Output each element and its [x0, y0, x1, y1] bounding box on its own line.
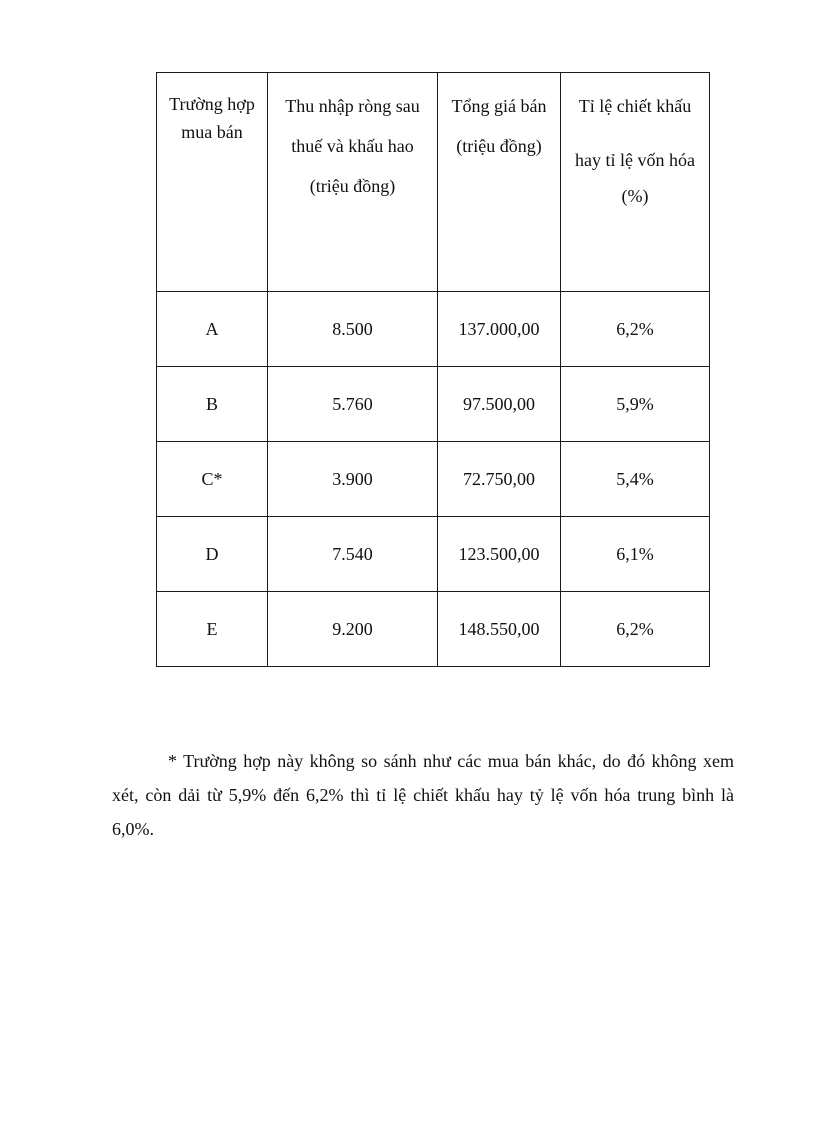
cell-total-price: 123.500,00: [438, 517, 561, 592]
cell-net-income: 8.500: [268, 292, 438, 367]
cell-net-income: 7.540: [268, 517, 438, 592]
header-net-income: [268, 73, 438, 292]
cell-net-income: 9.200: [268, 592, 438, 667]
comparison-table: [156, 72, 710, 667]
cell-discount-rate: 6,2%: [561, 592, 710, 667]
cell-total-price: 137.000,00: [438, 292, 561, 367]
table-row: [157, 592, 710, 667]
cell-total-price: 97.500,00: [438, 367, 561, 442]
header-net-income-line: thuế và khấu hao: [291, 136, 414, 156]
cell-case: E: [157, 592, 268, 667]
header-net-income-line: Thu nhập ròng sau: [285, 96, 420, 116]
header-discount-rate-line: Tỉ lệ chiết khấu: [578, 96, 692, 116]
cell-net-income: 5.760: [268, 367, 438, 442]
cell-discount-rate: 5,9%: [561, 367, 710, 442]
cell-total-price: 72.750,00: [438, 442, 561, 517]
header-discount-rate-line: hay tỉ lệ vốn hóa: [575, 150, 695, 170]
header-case-line: Trường hợp: [169, 94, 255, 114]
cell-case: C*: [157, 442, 268, 517]
header-total-price: [438, 73, 561, 292]
cell-discount-rate: 6,2%: [561, 292, 710, 367]
table-row: [157, 367, 710, 442]
cell-total-price: 148.550,00: [438, 592, 561, 667]
footnote-paragraph: * Trường hợp này không so sánh như các mua bán khác, do đó không xem xét, còn dải từ 5,9% đến 6,2% thì tỉ lệ chiết khấu hay tỷ lệ vốn hóa trung bình là 6,0%.: [112, 751, 734, 839]
cell-net-income: 3.900: [268, 442, 438, 517]
table-row: [157, 517, 710, 592]
table-row: [157, 442, 710, 517]
header-case-line: mua bán: [181, 122, 243, 142]
header-discount-rate: [561, 73, 710, 292]
header-case: [157, 73, 268, 292]
cell-case: A: [157, 292, 268, 367]
cell-discount-rate: 6,1%: [561, 517, 710, 592]
cell-discount-rate: 5,4%: [561, 442, 710, 517]
table-header-row: [157, 73, 710, 292]
cell-case: B: [157, 367, 268, 442]
header-net-income-line: (triệu đồng): [309, 176, 396, 196]
header-total-price-line: Tổng giá bán: [451, 96, 547, 116]
header-total-price-line: (triệu đồng): [456, 136, 542, 156]
header-discount-rate-line: (%): [621, 186, 649, 206]
table-row: [157, 292, 710, 367]
cell-case: D: [157, 517, 268, 592]
